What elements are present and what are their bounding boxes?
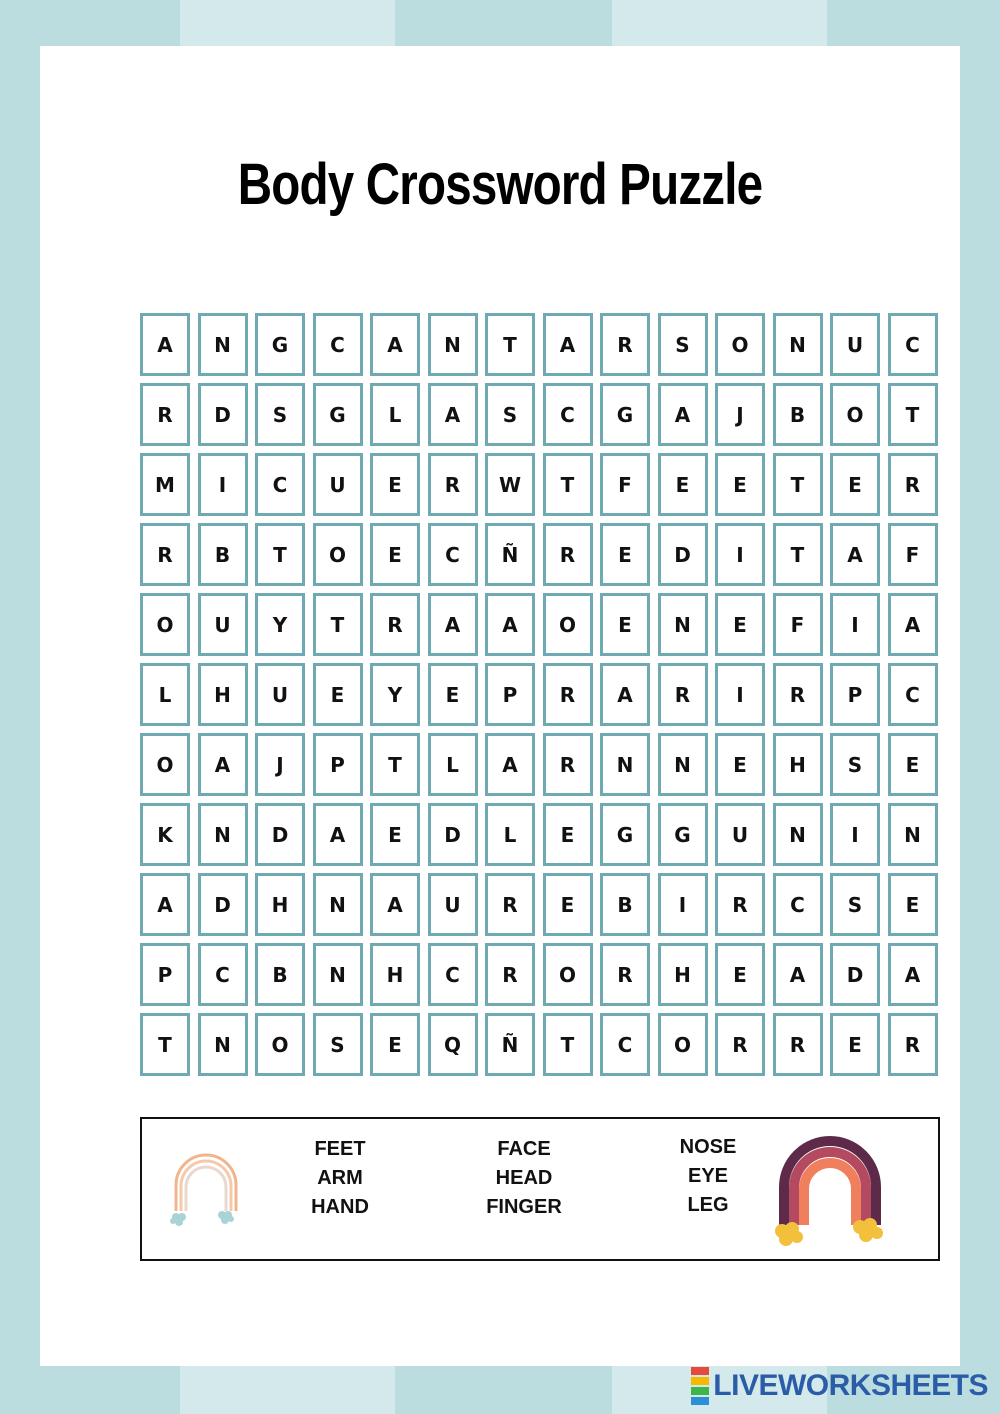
grid-cell[interactable]: R bbox=[888, 1013, 938, 1076]
grid-cell[interactable]: N bbox=[198, 803, 248, 866]
grid-cell[interactable]: C bbox=[428, 523, 478, 586]
grid-cell[interactable]: I bbox=[198, 453, 248, 516]
grid-cell[interactable]: A bbox=[428, 383, 478, 446]
word-item: FEET bbox=[314, 1138, 366, 1160]
grid-cell[interactable]: C bbox=[543, 383, 593, 446]
grid-cell[interactable]: R bbox=[543, 663, 593, 726]
letter-grid bbox=[140, 313, 938, 1076]
logo-mark-bar bbox=[691, 1397, 709, 1405]
grid-cell[interactable]: E bbox=[370, 523, 420, 586]
grid-cell[interactable]: O bbox=[140, 733, 190, 796]
grid-cell[interactable]: I bbox=[830, 803, 880, 866]
grid-cell[interactable]: T bbox=[773, 523, 823, 586]
grid-cell[interactable]: W bbox=[485, 453, 535, 516]
liveworksheets-logo-mark-icon bbox=[691, 1366, 709, 1406]
word-column-1 bbox=[260, 1135, 420, 1222]
grid-cell[interactable]: N bbox=[773, 803, 823, 866]
grid-cell[interactable]: F bbox=[773, 593, 823, 656]
grid-cell[interactable]: P bbox=[485, 663, 535, 726]
grid-cell[interactable]: R bbox=[543, 733, 593, 796]
small-peach-rainbow-icon bbox=[166, 1149, 246, 1239]
grid-cell[interactable]: H bbox=[658, 943, 708, 1006]
grid-cell[interactable]: E bbox=[370, 1013, 420, 1076]
grid-cell[interactable]: S bbox=[313, 1013, 363, 1076]
word-item: ARM bbox=[317, 1167, 363, 1189]
grid-cell[interactable]: H bbox=[255, 873, 305, 936]
grid-cell[interactable]: L bbox=[428, 733, 478, 796]
grid-cell[interactable]: E bbox=[543, 873, 593, 936]
word-item: HAND bbox=[311, 1196, 369, 1218]
grid-cell[interactable]: D bbox=[830, 943, 880, 1006]
grid-cell[interactable]: T bbox=[370, 733, 420, 796]
grid-cell[interactable]: D bbox=[198, 873, 248, 936]
grid-cell[interactable]: E bbox=[715, 593, 765, 656]
grid-cell[interactable]: A bbox=[658, 383, 708, 446]
grid-cell[interactable]: T bbox=[888, 383, 938, 446]
grid-cell[interactable]: N bbox=[658, 593, 708, 656]
word-item: NOSE bbox=[679, 1136, 737, 1158]
grid-cell[interactable]: R bbox=[600, 943, 650, 1006]
grid-cell[interactable]: E bbox=[888, 733, 938, 796]
grid-cell[interactable]: Y bbox=[255, 593, 305, 656]
grid-cell[interactable]: P bbox=[313, 733, 363, 796]
grid-cell[interactable]: H bbox=[773, 733, 823, 796]
word-list-box bbox=[140, 1117, 940, 1261]
grid-cell[interactable]: E bbox=[715, 733, 765, 796]
grid-cell[interactable]: O bbox=[543, 943, 593, 1006]
grid-cell[interactable]: E bbox=[313, 663, 363, 726]
grid-cell[interactable]: T bbox=[485, 313, 535, 376]
grid-cell[interactable]: L bbox=[140, 663, 190, 726]
grid-cell[interactable]: J bbox=[255, 733, 305, 796]
grid-cell[interactable]: S bbox=[485, 383, 535, 446]
grid-cell[interactable]: R bbox=[715, 1013, 765, 1076]
grid-cell[interactable]: R bbox=[140, 523, 190, 586]
grid-cell[interactable]: D bbox=[428, 803, 478, 866]
grid-cell[interactable]: I bbox=[830, 593, 880, 656]
worksheet-page bbox=[40, 46, 960, 1366]
grid-cell[interactable]: L bbox=[485, 803, 535, 866]
grid-cell[interactable]: R bbox=[773, 1013, 823, 1076]
grid-cell[interactable]: G bbox=[255, 313, 305, 376]
grid-cell[interactable]: A bbox=[600, 663, 650, 726]
grid-cell[interactable]: A bbox=[773, 943, 823, 1006]
grid-cell[interactable]: N bbox=[198, 313, 248, 376]
large-plum-rainbow-icon bbox=[770, 1133, 890, 1255]
grid-cell[interactable]: O bbox=[140, 593, 190, 656]
grid-cell[interactable]: O bbox=[830, 383, 880, 446]
grid-cell[interactable]: Y bbox=[370, 663, 420, 726]
grid-cell[interactable]: C bbox=[773, 873, 823, 936]
grid-cell[interactable]: C bbox=[888, 663, 938, 726]
liveworksheets-logo[interactable] bbox=[691, 1366, 988, 1406]
grid-cell[interactable]: T bbox=[313, 593, 363, 656]
grid-cell[interactable]: Q bbox=[428, 1013, 478, 1076]
grid-cell[interactable]: N bbox=[428, 313, 478, 376]
grid-cell[interactable]: A bbox=[888, 943, 938, 1006]
grid-cell[interactable]: A bbox=[140, 873, 190, 936]
grid-cell[interactable]: R bbox=[370, 593, 420, 656]
word-column-2 bbox=[444, 1135, 604, 1222]
grid-cell[interactable]: B bbox=[600, 873, 650, 936]
grid-cell[interactable]: T bbox=[543, 1013, 593, 1076]
word-column-3 bbox=[628, 1133, 788, 1220]
grid-cell[interactable]: R bbox=[428, 453, 478, 516]
grid-cell[interactable]: E bbox=[370, 453, 420, 516]
grid-cell[interactable]: S bbox=[830, 733, 880, 796]
grid-cell[interactable]: L bbox=[370, 383, 420, 446]
grid-cell[interactable]: U bbox=[715, 803, 765, 866]
grid-cell[interactable]: R bbox=[600, 313, 650, 376]
logo-mark-bar bbox=[691, 1367, 709, 1375]
grid-cell[interactable]: U bbox=[313, 453, 363, 516]
grid-cell[interactable]: R bbox=[888, 453, 938, 516]
grid-cell[interactable]: E bbox=[600, 593, 650, 656]
grid-cell[interactable]: G bbox=[600, 803, 650, 866]
grid-cell[interactable]: R bbox=[715, 873, 765, 936]
grid-cell[interactable]: S bbox=[830, 873, 880, 936]
grid-cell[interactable]: T bbox=[140, 1013, 190, 1076]
grid-cell[interactable]: A bbox=[370, 313, 420, 376]
grid-cell[interactable]: Ñ bbox=[485, 1013, 535, 1076]
grid-cell[interactable]: T bbox=[543, 453, 593, 516]
grid-cell[interactable]: N bbox=[198, 1013, 248, 1076]
grid-cell[interactable]: H bbox=[370, 943, 420, 1006]
grid-cell[interactable]: A bbox=[428, 593, 478, 656]
grid-cell[interactable]: T bbox=[255, 523, 305, 586]
logo-mark-bar bbox=[691, 1387, 709, 1395]
grid-cell[interactable]: A bbox=[198, 733, 248, 796]
word-item: FACE bbox=[497, 1138, 551, 1160]
grid-cell[interactable]: U bbox=[255, 663, 305, 726]
grid-cell[interactable]: R bbox=[140, 383, 190, 446]
grid-cell[interactable]: N bbox=[773, 313, 823, 376]
grid-cell[interactable]: E bbox=[715, 943, 765, 1006]
grid-cell[interactable]: N bbox=[600, 733, 650, 796]
grid-cell[interactable]: E bbox=[600, 523, 650, 586]
grid-cell[interactable]: G bbox=[658, 803, 708, 866]
grid-cell[interactable]: N bbox=[888, 803, 938, 866]
grid-cell[interactable]: U bbox=[428, 873, 478, 936]
grid-cell[interactable]: F bbox=[600, 453, 650, 516]
grid-cell[interactable]: R bbox=[485, 943, 535, 1006]
word-item: EYE bbox=[687, 1165, 729, 1187]
logo-text: LIVEWORKSHEETS bbox=[713, 1369, 988, 1402]
grid-cell[interactable]: B bbox=[255, 943, 305, 1006]
grid-cell[interactable]: C bbox=[198, 943, 248, 1006]
grid-cell[interactable]: N bbox=[313, 943, 363, 1006]
grid-cell[interactable]: P bbox=[140, 943, 190, 1006]
grid-cell[interactable]: J bbox=[715, 383, 765, 446]
grid-cell[interactable]: O bbox=[658, 1013, 708, 1076]
grid-cell[interactable]: N bbox=[313, 873, 363, 936]
grid-cell[interactable]: O bbox=[543, 593, 593, 656]
grid-cell[interactable]: I bbox=[658, 873, 708, 936]
grid-cell[interactable]: R bbox=[485, 873, 535, 936]
grid-cell[interactable]: A bbox=[543, 313, 593, 376]
grid-cell[interactable]: N bbox=[658, 733, 708, 796]
grid-cell[interactable]: S bbox=[658, 313, 708, 376]
grid-cell[interactable]: E bbox=[830, 1013, 880, 1076]
grid-cell[interactable]: K bbox=[140, 803, 190, 866]
word-item: FINGER bbox=[486, 1196, 562, 1218]
grid-cell[interactable]: I bbox=[715, 663, 765, 726]
grid-cell[interactable]: G bbox=[313, 383, 363, 446]
grid-cell[interactable]: A bbox=[830, 523, 880, 586]
grid-cell[interactable]: P bbox=[830, 663, 880, 726]
grid-cell[interactable]: A bbox=[370, 873, 420, 936]
grid-cell[interactable]: E bbox=[658, 453, 708, 516]
grid-cell[interactable]: C bbox=[313, 313, 363, 376]
grid-cell[interactable]: Ñ bbox=[485, 523, 535, 586]
grid-cell[interactable]: O bbox=[313, 523, 363, 586]
word-item: HEAD bbox=[495, 1167, 553, 1189]
grid-cell[interactable]: E bbox=[543, 803, 593, 866]
grid-cell[interactable]: E bbox=[715, 453, 765, 516]
grid-cell[interactable]: B bbox=[198, 523, 248, 586]
grid-cell[interactable]: E bbox=[888, 873, 938, 936]
grid-cell[interactable]: A bbox=[485, 593, 535, 656]
grid-cell[interactable]: C bbox=[600, 1013, 650, 1076]
grid-cell[interactable]: R bbox=[773, 663, 823, 726]
grid-cell[interactable]: E bbox=[370, 803, 420, 866]
grid-cell[interactable]: A bbox=[313, 803, 363, 866]
grid-cell[interactable]: T bbox=[773, 453, 823, 516]
grid-cell[interactable]: S bbox=[255, 383, 305, 446]
grid-cell[interactable]: C bbox=[428, 943, 478, 1006]
grid-cell[interactable]: B bbox=[773, 383, 823, 446]
grid-cell[interactable]: U bbox=[198, 593, 248, 656]
grid-cell[interactable]: C bbox=[255, 453, 305, 516]
logo-mark-bar bbox=[691, 1377, 709, 1385]
grid-cell[interactable]: G bbox=[600, 383, 650, 446]
grid-cell[interactable]: D bbox=[198, 383, 248, 446]
grid-cell[interactable]: D bbox=[255, 803, 305, 866]
grid-cell[interactable]: R bbox=[543, 523, 593, 586]
grid-cell[interactable]: U bbox=[830, 313, 880, 376]
word-item: LEG bbox=[687, 1194, 729, 1216]
grid-cell[interactable]: A bbox=[140, 313, 190, 376]
grid-cell[interactable]: C bbox=[888, 313, 938, 376]
grid-cell[interactable]: F bbox=[888, 523, 938, 586]
grid-cell[interactable]: O bbox=[255, 1013, 305, 1076]
grid-cell[interactable]: H bbox=[198, 663, 248, 726]
grid-cell[interactable]: E bbox=[428, 663, 478, 726]
grid-cell[interactable]: A bbox=[485, 733, 535, 796]
grid-cell[interactable]: O bbox=[715, 313, 765, 376]
grid-cell[interactable]: M bbox=[140, 453, 190, 516]
grid-cell[interactable]: R bbox=[658, 663, 708, 726]
grid-cell[interactable]: D bbox=[658, 523, 708, 586]
grid-cell[interactable]: A bbox=[888, 593, 938, 656]
grid-cell[interactable]: I bbox=[715, 523, 765, 586]
page-title: Body Crossword Puzzle bbox=[237, 152, 763, 217]
grid-cell[interactable]: E bbox=[830, 453, 880, 516]
